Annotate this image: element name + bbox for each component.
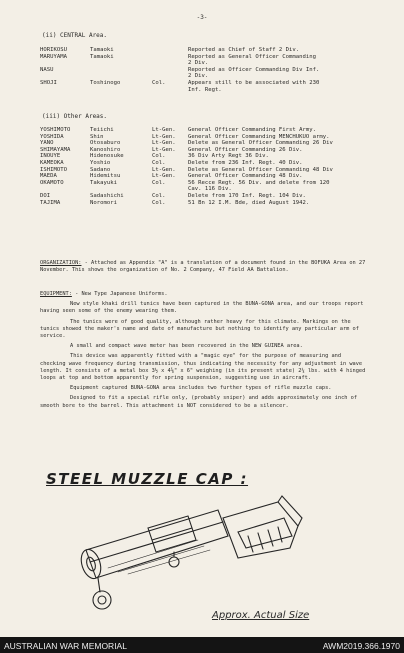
officer-surname: SHOJI bbox=[40, 80, 57, 86]
officer-given-name: Sadano bbox=[90, 166, 111, 173]
officer-given-name: Hidemitsu bbox=[90, 173, 121, 180]
officer-given-name: Sadashichi bbox=[90, 193, 124, 199]
officer-given-name: Toshinogo bbox=[90, 80, 121, 86]
officer-remarks: Delete from 236 Inf. Regt. 40 Div. bbox=[188, 160, 303, 166]
officer-given-name: Otosaburo bbox=[90, 140, 121, 147]
organization-label: ORGANIZATION: bbox=[40, 260, 82, 266]
officer-remarks: Cav. 116 Div. bbox=[188, 186, 232, 193]
officer-remarks: Inf. Regt. bbox=[188, 86, 222, 93]
footer-reference: AWM2019.366.1970 bbox=[322, 641, 400, 651]
officer-surname: DOI bbox=[40, 193, 51, 199]
officer-given-name: Tamaoki bbox=[90, 53, 114, 60]
officer-remarks: Reported as General Officer Commanding bbox=[188, 53, 316, 60]
section-heading-central: (ii) CENTRAL Area. bbox=[42, 32, 108, 39]
officer-surname: ISHIMOTO bbox=[40, 166, 67, 173]
officer-surname: KAMEOKA bbox=[40, 160, 64, 166]
officer-remarks: Appears still to be associated with 230 bbox=[188, 80, 320, 86]
section-heading-other: (iii) Other Areas. bbox=[42, 113, 108, 120]
officer-given-name: Yoshio bbox=[90, 160, 111, 166]
officer-remarks: Reported as Officer Commanding Div Inf. bbox=[188, 66, 320, 73]
muzzle-cap-sketch bbox=[78, 488, 308, 618]
officer-rank: Lt-Gen. bbox=[152, 133, 176, 140]
organization-paragraph bbox=[40, 260, 368, 277]
officer-surname: OKAMOTO bbox=[40, 179, 64, 186]
page-number: -3- bbox=[196, 14, 208, 21]
officer-rank: Lt-Gen. bbox=[152, 146, 176, 153]
officer-remarks: General Officer Commanding 48 Div. bbox=[188, 173, 303, 180]
officer-surname: TAJIMA bbox=[40, 199, 61, 206]
sketch-title: STEEL MUZZLE CAP : bbox=[46, 470, 249, 488]
equipment-para-2: The tunics were of good quality, although rather heavy for this climate. Markings on the tunics showed the maker's name and date of manufacture but nothing to identify any particular arm of service. bbox=[40, 318, 359, 340]
officer-given-name: Shin bbox=[90, 133, 104, 140]
officer-rank: Lt-Gen. bbox=[152, 166, 176, 173]
officer-rank: Col. bbox=[152, 199, 166, 206]
officer-remarks: 36 Div Arty Regt 36 Div. bbox=[188, 153, 269, 160]
officer-rank: Col. bbox=[152, 193, 166, 199]
officer-given-name: Hidenosuke bbox=[90, 153, 124, 160]
officer-given-name: Tamaoki bbox=[90, 47, 114, 53]
footer-institution: AUSTRALIAN WAR MEMORIAL bbox=[4, 641, 127, 651]
officer-surname: SHIMAYAMA bbox=[40, 146, 71, 153]
equipment-para-3: A small and compact wave meter has been recovered in the NEW GUINEA area. bbox=[70, 343, 303, 350]
officer-surname: YOSHIMOTO bbox=[40, 127, 71, 133]
officer-remarks: Delete from 170 Inf. Regt. 104 Div. bbox=[188, 193, 306, 199]
officer-surname: YANO bbox=[40, 140, 54, 147]
officer-given-name: Teiichi bbox=[90, 127, 114, 133]
officer-surname: MARUYAMA bbox=[40, 53, 67, 60]
equipment-para-1: New style khaki drill tunics have been captured in the BUNA-GONA area, and our troops report having seen some of the enemy wearing them. bbox=[40, 301, 364, 315]
officer-remarks: 2 Div. bbox=[188, 73, 209, 80]
officer-rank: Col. bbox=[152, 160, 166, 166]
officer-given-name: Noromori bbox=[90, 199, 117, 206]
officer-remarks: General Officer Commanding 26 Div. bbox=[188, 146, 303, 153]
officer-given-name: Takayuki bbox=[90, 179, 117, 186]
officer-surname: HORIKOSU bbox=[40, 47, 67, 53]
officer-rank: Lt-Gen. bbox=[152, 173, 176, 180]
officer-remarks: General Officer Commanding First Army. bbox=[188, 127, 316, 133]
equipment-subject: - New Type Japanese Uniforms. bbox=[71, 291, 168, 297]
officer-given-name: Kanoshiro bbox=[90, 146, 121, 153]
officer-remarks: 56 Recce Regt. 56 Div. and delete from 120 bbox=[188, 179, 330, 186]
equipment-para-4: This device was apparently fitted with a "magic eye" for the purpose of measuring and checking wave frequency during transmission, thus indicating the necessity for any adjustment in wave length. It consists of a metal box 3½ x 4⅝" x 6" weighing (in its present state) 2¼ lbs. with 4 hinged loops at top and bottom apparently for spring suspension, suggesting use in aircraft. bbox=[40, 353, 366, 382]
officer-remarks: 51 Bn 12 I.M. Bde, died August 1942. bbox=[188, 199, 310, 206]
equipment-label: EQUIPMENT: bbox=[40, 291, 72, 297]
officer-surname: NASU bbox=[40, 66, 54, 73]
officer-surname: YOSHIDA bbox=[40, 133, 64, 140]
officer-rank: Lt-Gen. bbox=[152, 127, 176, 133]
officer-remarks: Reported as Chief of Staff 2 Div. bbox=[188, 47, 300, 53]
organization-text: - Attached as Appendix "A" is a translation of a document found in the BOFUKA Area on 27 November. This shows the organization of No. 2 Company, 47 Field AA Battalion. bbox=[40, 260, 366, 274]
officer-rank: Lt-Gen. bbox=[152, 140, 176, 147]
officer-rank: Col. bbox=[152, 80, 166, 86]
officer-remarks: Delete as General Officer Commanding 48 Div bbox=[188, 166, 333, 173]
archive-footer bbox=[0, 637, 404, 653]
officer-surname: INOUYE bbox=[40, 153, 61, 160]
officer-surname: MAEDA bbox=[40, 173, 57, 180]
officer-remarks: Delete as General Officer Commanding 26 Div bbox=[188, 140, 333, 147]
officer-rank: Col. bbox=[152, 153, 166, 160]
equipment-para-5: Equipment captured BUNA-GONA area includes two further types of rifle muzzle caps. bbox=[70, 385, 332, 392]
officer-remarks: 2 Div. bbox=[188, 60, 209, 67]
officer-rank: Col. bbox=[152, 179, 166, 186]
sketch-caption: Approx. Actual Size bbox=[212, 610, 310, 621]
equipment-section bbox=[40, 291, 368, 413]
officer-remarks: General Officer Commanding MENCHUKUO army. bbox=[188, 133, 330, 140]
equipment-para-6: Designed to fit a special rifle only, (probably sniper) and adds approximately one inch of smooth bore to the barrel. This attachment is NOT considered to be a silencer. bbox=[40, 395, 358, 409]
